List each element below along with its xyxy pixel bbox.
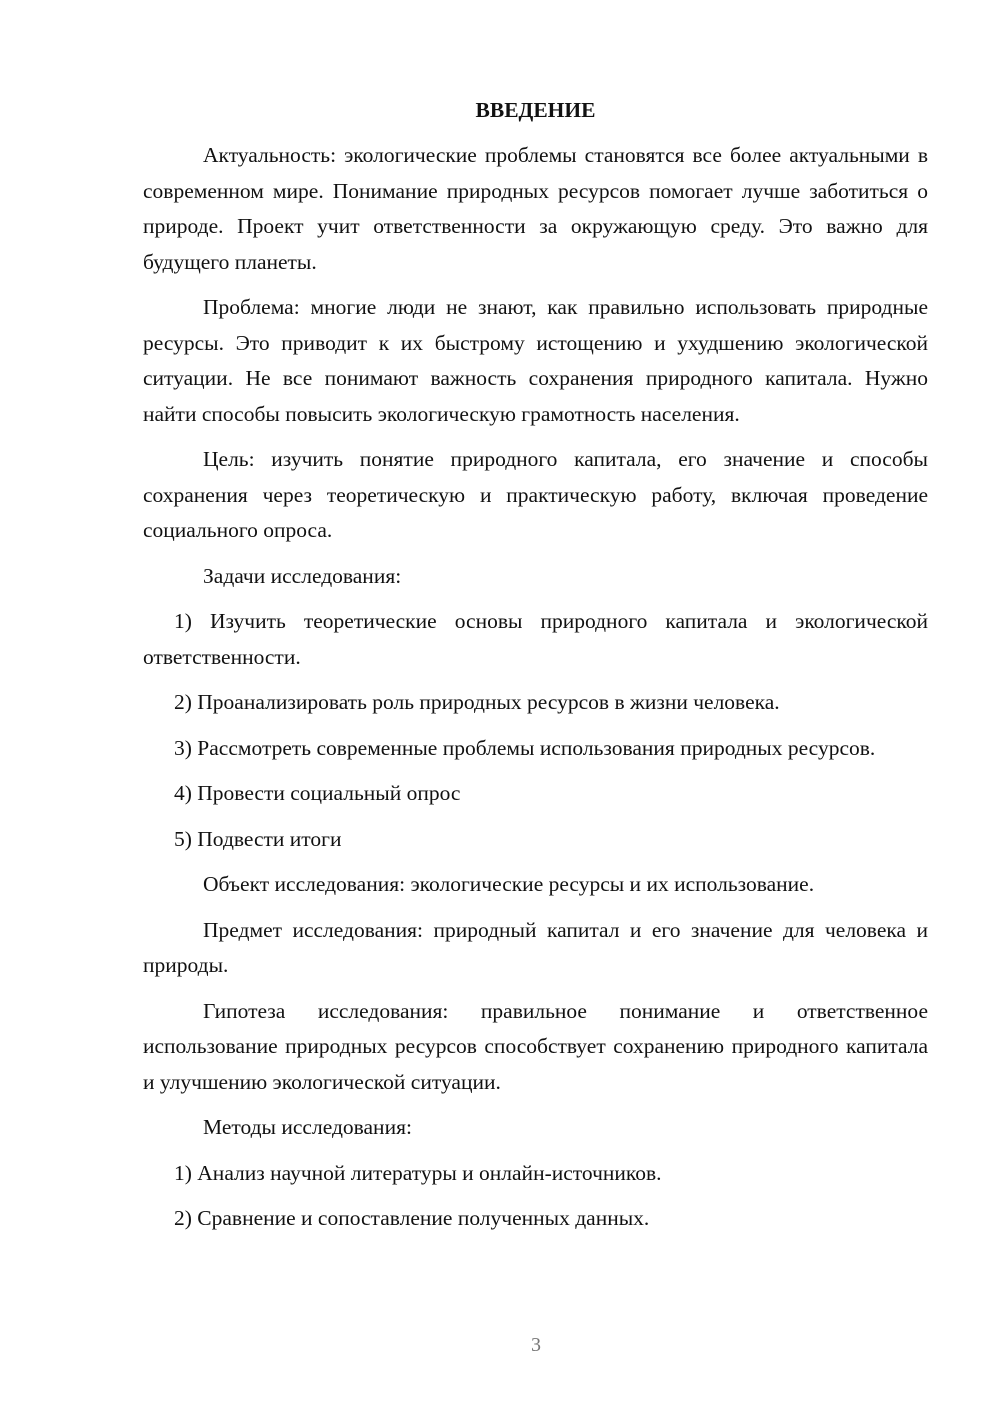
tasks-title: Задачи исследования: [203, 563, 402, 588]
task-item: 3) Рассмотреть современные проблемы использования природных ресурсов. [174, 735, 876, 760]
methods-title: Методы исследования: [203, 1115, 412, 1139]
object-paragraph: Объект исследования: экологические ресурсы и их использование. [203, 872, 815, 896]
page-number: 3 [531, 1334, 541, 1356]
method-item: 2) Сравнение и сопоставление полученных данных. [174, 1206, 650, 1230]
task-item: 1) Изучить теоретические основы природного капитала и экологической ответственности. [143, 609, 928, 669]
page-content [143, 94, 928, 1247]
problem-paragraph: Проблема: многие люди не знают, как правильно использовать природные ресурсы. Это приводит к их быстрому истощению и ухудшению экологической ситуации. Не все понимают важность сохранения природного капитала. Нужно найти способы повысить экологическую грамотность населения. [143, 295, 928, 426]
subject-paragraph: Предмет исследования: природный капитал и его значение для человека и природы. [143, 917, 928, 977]
goal-paragraph: Цель: изучить понятие природного капитала, его значение и способы сохранения через теоретическую и практическую работу, включая проведение социального опроса. [143, 447, 928, 542]
actuality-paragraph: Актуальность: экологические проблемы становятся все более актуальными в современном мире. Понимание природных ресурсов помогает лучше заботиться о природе. Проект учит ответственности за окружающую среду. Это важно для будущего планеты. [143, 143, 928, 274]
method-item: 1) Анализ научной литературы и онлайн-источников. [174, 1160, 662, 1185]
task-item: 4) Провести социальный опрос [174, 781, 461, 805]
task-item: 2) Проанализировать роль природных ресурсов в жизни человека. [174, 690, 780, 714]
hypothesis-paragraph: Гипотеза исследования: правильное понимание и ответственное использование природных ресурсов способствует сохранению природного капитала и улучшению экологической ситуации. [143, 998, 928, 1094]
section-heading: ВВЕДЕНИЕ [475, 98, 596, 122]
task-item: 5) Подвести итоги [174, 826, 342, 851]
